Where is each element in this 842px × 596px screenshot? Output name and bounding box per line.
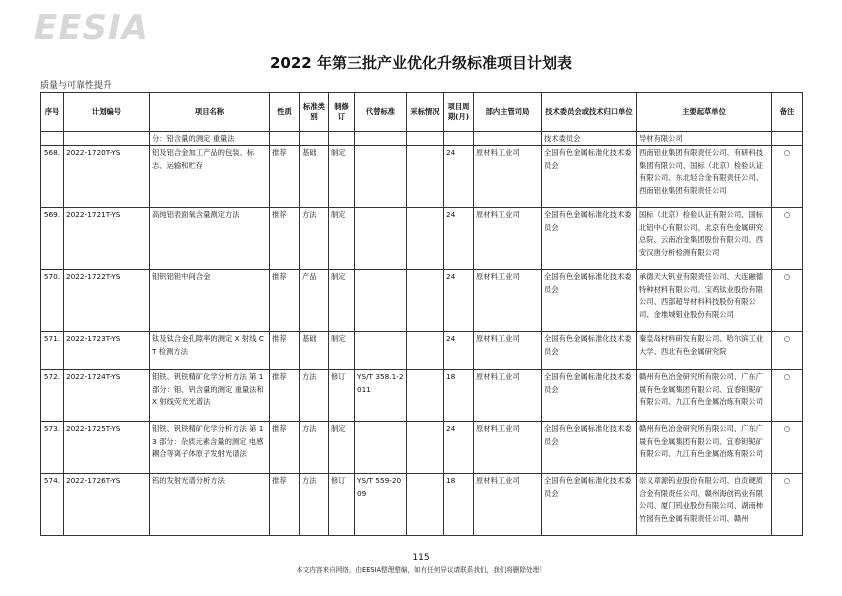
eesia-logo: EESIA xyxy=(34,8,149,48)
cell-category: 方法 xyxy=(300,422,329,474)
cell-nature: 推荐 xyxy=(270,208,300,270)
cell-mode: 制定 xyxy=(329,208,355,270)
cell-name: 铝及铝合金加工产品的包装、标志、运输和贮存 xyxy=(150,146,270,208)
header-drafter: 主要起草单位 xyxy=(637,93,772,132)
cell-dept: 原材料工业司 xyxy=(474,474,542,536)
cell-replaced xyxy=(355,146,407,208)
cell-remark: ○ xyxy=(772,208,803,270)
cell-mode: 制定 xyxy=(329,146,355,208)
cell-dept: 原材料工业司 xyxy=(474,208,542,270)
header-plan-no: 计划编号 xyxy=(64,93,150,132)
cell-plan-no: 2022-1724T-YS xyxy=(64,370,150,422)
cell-replaced: YS/T 559-2009 xyxy=(355,474,407,536)
cell-remark: ○ xyxy=(772,474,803,536)
cell-period: 24 xyxy=(444,332,474,370)
cell-nature: 推荐 xyxy=(270,332,300,370)
header-remark: 备注 xyxy=(772,93,803,132)
table-row xyxy=(41,474,803,536)
cell-drafter: 西南铝业集团有限责任公司、有研科技集团有限公司、国标（北京）检验认证有限公司、东北轻合金有限责任公司、西南铝业集团有限责任公司 xyxy=(637,146,772,208)
cell-name: 钼铁、钒铁精矿化学分析方法 第 13 部分：杂质元素含量的测定 电感耦合等离子体原子发射光谱法 xyxy=(150,422,270,474)
cell-seq: 573. xyxy=(41,422,64,474)
cell-period: 24 xyxy=(444,422,474,474)
cell-adopt xyxy=(407,370,444,422)
header-seq: 序号 xyxy=(41,93,64,132)
cell-period: 18 xyxy=(444,370,474,422)
cell-tc: 技术委员会 xyxy=(542,132,637,146)
cell-mode: 制定 xyxy=(329,270,355,332)
cell-replaced: YS/T 358.1-2011 xyxy=(355,370,407,422)
cell-dept: 原材料工业司 xyxy=(474,332,542,370)
cell-seq: 571. xyxy=(41,332,64,370)
cell-tc: 全国有色金属标准化技术委员会 xyxy=(542,332,637,370)
cell-plan-no: 2022-1726T-YS xyxy=(64,474,150,536)
header-category: 标准类别 xyxy=(300,93,329,132)
table-row xyxy=(41,332,803,370)
header-nature: 性质 xyxy=(270,93,300,132)
header-dept: 部内主管司局 xyxy=(474,93,542,132)
cell-seq: 574. xyxy=(41,474,64,536)
cell-category: 方法 xyxy=(300,208,329,270)
cell-category: 基础 xyxy=(300,332,329,370)
cell-dept: 原材料工业司 xyxy=(474,370,542,422)
cell-drafter: 崇义章源钨业股份有限公司、自贡硬质合金有限责任公司、赣州海创钨业有限公司、厦门钨业股份有限公司、湖南柿竹园有色金属有限责任公司、赣州 xyxy=(637,474,772,536)
header-name: 项目名称 xyxy=(150,93,270,132)
table-row xyxy=(41,208,803,270)
cell-plan-no: 2022-1723T-YS xyxy=(64,332,150,370)
cell-adopt xyxy=(407,146,444,208)
cell-period: 24 xyxy=(444,208,474,270)
header-period: 项目周期(月) xyxy=(444,93,474,132)
cell-remark: ○ xyxy=(772,370,803,422)
cell-plan-no: 2022-1722T-YS xyxy=(64,270,150,332)
header-mode: 制修订 xyxy=(329,93,355,132)
cell-seq: 568. xyxy=(41,146,64,208)
cell-nature: 推荐 xyxy=(270,474,300,536)
cell-category: 方法 xyxy=(300,474,329,536)
page-title: 2022 年第三批产业优化升级标准项目计划表 xyxy=(270,54,572,72)
cell-mode: 修订 xyxy=(329,474,355,536)
cell-seq: 569. xyxy=(41,208,64,270)
category-label: 质量与可靠性提升 xyxy=(40,81,113,91)
cell-drafter: 赣州有色冶金研究所有限公司、广东广晟有色金属集团有限公司、宜春钽铌矿有限公司、九江有色金属冶炼有限公司 xyxy=(637,370,772,422)
cell-tc: 全国有色金属标准化技术委员会 xyxy=(542,270,637,332)
cell-adopt xyxy=(407,422,444,474)
cell-nature: 推荐 xyxy=(270,270,300,332)
cell-tc: 全国有色金属标准化技术委员会 xyxy=(542,474,637,536)
standards-plan-table xyxy=(40,92,803,536)
header-tc: 技术委员会或技术归口单位 xyxy=(542,93,637,132)
cell-tc: 全国有色金属标准化技术委员会 xyxy=(542,208,637,270)
cell-replaced xyxy=(355,332,407,370)
page-number: 115 xyxy=(412,553,430,563)
table-header-row xyxy=(41,93,803,132)
cell-adopt xyxy=(407,332,444,370)
cell-dept: 原材料工业司 xyxy=(474,270,542,332)
cell-tc: 全国有色金属标准化技术委员会 xyxy=(542,422,637,474)
cell-name: 钛及钛合金孔隙率的测定 X 射线 CT 检测方法 xyxy=(150,332,270,370)
cell-remark: ○ xyxy=(772,146,803,208)
cell-replaced xyxy=(355,422,407,474)
cell-tc: 全国有色金属标准化技术委员会 xyxy=(542,370,637,422)
cell-drafter: 秦皇岛材料研发有限公司、哈尔滨工业大学、西北有色金属研究院 xyxy=(637,332,772,370)
cell-tc: 全国有色金属标准化技术委员会 xyxy=(542,146,637,208)
header-adopt: 采标情况 xyxy=(407,93,444,132)
cell-dept: 原材料工业司 xyxy=(474,146,542,208)
cell-remark: ○ xyxy=(772,270,803,332)
table-row xyxy=(41,270,803,332)
cell-adopt xyxy=(407,474,444,536)
cell-name: 钼钒铝钽中间合金 xyxy=(150,270,270,332)
footer-note: 本文内容来自网络，由EESIA整理整编，如有任何异议请联系我们，我们将删除处理！ xyxy=(296,566,546,574)
cell-name: 钼铁、钒铁精矿化学分析方法 第 1 部分：钼、钒含量的测定 重量法和 X 射线荧光光谱法 xyxy=(150,370,270,422)
cell-replaced xyxy=(355,270,407,332)
cell-remark: ○ xyxy=(772,422,803,474)
cell-mode: 制定 xyxy=(329,422,355,474)
cell-drafter: 国标（北京）检验认证有限公司、国标北铝中心有限公司、北京有色金属研究总院、云南冶金集团股份有限公司、西安汉唐分析检测有限公司 xyxy=(637,208,772,270)
cell-nature: 推荐 xyxy=(270,370,300,422)
header-replaced: 代替标准 xyxy=(355,93,407,132)
cell-adopt xyxy=(407,208,444,270)
cell-mode: 制定 xyxy=(329,332,355,370)
cell-replaced xyxy=(355,208,407,270)
cell-drafter: 赣州有色冶金研究所有限公司、广东广晟有色金属集团有限公司、宜春钽铌矿有限公司、九江有色金属冶炼有限公司 xyxy=(637,422,772,474)
table-row xyxy=(41,370,803,422)
cell-category: 基础 xyxy=(300,146,329,208)
cell-seq: 570. xyxy=(41,270,64,332)
cell-mode: 修订 xyxy=(329,370,355,422)
cell-remark: ○ xyxy=(772,332,803,370)
cell-period: 24 xyxy=(444,146,474,208)
cell-name: 高纯铝表面氧含量测定方法 xyxy=(150,208,270,270)
cell-plan-no: 2022-1720T-YS xyxy=(64,146,150,208)
cell-name: 分：铅含量的测定 重量法 xyxy=(150,132,270,146)
cell-nature: 推荐 xyxy=(270,422,300,474)
cell-seq: 572. xyxy=(41,370,64,422)
cell-dept: 原材料工业司 xyxy=(474,422,542,474)
cell-period: 18 xyxy=(444,474,474,536)
cell-plan-no: 2022-1721T-YS xyxy=(64,208,150,270)
cell-plan-no: 2022-1725T-YS xyxy=(64,422,150,474)
continuation-row xyxy=(41,132,803,146)
cell-nature: 推荐 xyxy=(270,146,300,208)
cell-category: 方法 xyxy=(300,370,329,422)
cell-adopt xyxy=(407,270,444,332)
table-row xyxy=(41,422,803,474)
cell-category: 产品 xyxy=(300,270,329,332)
cell-drafter: 导材有限公司 xyxy=(637,132,772,146)
cell-period: 24 xyxy=(444,270,474,332)
table-row xyxy=(41,146,803,208)
cell-drafter: 承德天大钒业有限责任公司、大连融德特种材料有限公司、宝鸡钛业股份有限公司、西部超导材料科技股份有限公司、金堆城钼业股份有限公司 xyxy=(637,270,772,332)
cell-name: 钨的发射光谱分析方法 xyxy=(150,474,270,536)
